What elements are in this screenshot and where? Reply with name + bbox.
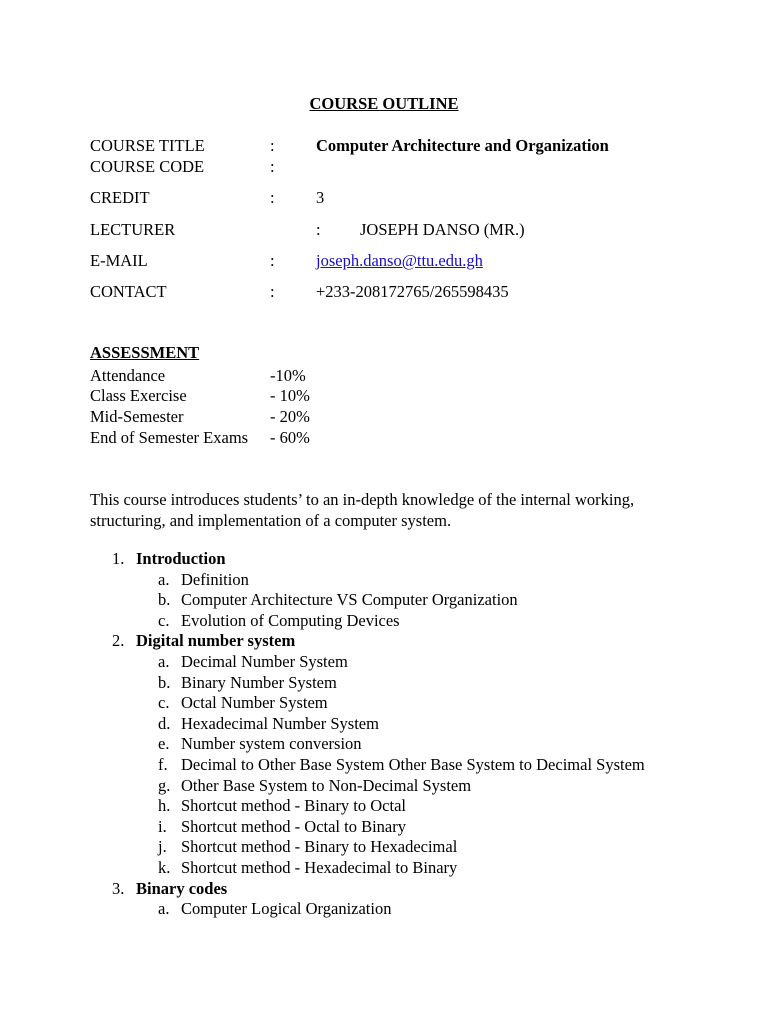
course-title-value: Computer Architecture and Organization [316,136,609,155]
assessment-name: End of Semester Exams [90,428,249,447]
list-item-letter: h. [158,796,171,816]
list-item-letter: a. [158,651,170,671]
lecturer-row [90,219,710,240]
email-colon: : [270,251,275,270]
assessment-row [90,427,490,448]
section-heading [0,631,768,652]
lecturer-colon: : [316,220,321,239]
course-outline-list [0,549,768,920]
contact-value: +233-208172765/265598435 [316,282,509,301]
list-item-letter: c. [158,693,170,713]
assessment-row [90,365,490,386]
list-item-letter: j. [158,837,167,857]
list-item-letter: b. [158,672,171,692]
credit-colon: : [270,188,275,207]
list-item-text: Shortcut method - Hexadecimal to Binary [181,857,458,877]
list-item-letter: d. [158,713,171,733]
list-item-letter: f. [158,754,168,774]
assessment-heading: ASSESSMENT [90,343,200,362]
list-item [0,590,768,611]
list-item-text: Octal Number System [181,693,328,713]
list-item [0,776,768,797]
assessment-row [90,406,490,427]
course-title-label: COURSE TITLE [90,136,205,155]
list-item-letter: a. [158,899,170,919]
course-description: This course introduces students’ to an in-depth knowledge of the internal working, structuring, and implementation of a computer system. [90,490,635,530]
credit-value: 3 [316,188,325,207]
list-item [0,714,768,735]
assessment-row [90,385,490,406]
email-link[interactable]: joseph.danso@ttu.edu.gh [316,251,483,270]
list-item [0,755,768,776]
list-item-text: Binary Number System [181,672,337,692]
list-item-text: Computer Architecture VS Computer Organization [181,590,518,610]
section-heading [0,879,768,900]
section-number: 1. [112,549,125,568]
list-item [0,858,768,879]
list-item-text: Decimal Number System [181,651,348,671]
list-item-text: Shortcut method - Octal to Binary [181,816,406,836]
section-title: Digital number system [136,631,296,651]
section-title: Introduction [136,549,226,568]
list-item-text: Hexadecimal Number System [181,713,379,733]
assessment-name: Mid-Semester [90,407,184,426]
list-item-text: Definition [181,569,249,589]
list-item-letter: c. [158,610,170,630]
lecturer-value: JOSEPH DANSO (MR.) [360,220,525,239]
page-title: COURSE OUTLINE [309,94,459,113]
assessment-weight: - 60% [270,428,310,447]
assessment-weight: - 20% [270,407,310,426]
lecturer-label: LECTURER [90,220,176,239]
credit-label: CREDIT [90,188,150,207]
email-label: E-MAIL [90,251,148,270]
email-row [90,250,710,271]
section-title: Binary codes [136,878,228,898]
list-item-letter: e. [158,734,170,754]
list-item [0,570,768,591]
list-item-text: Shortcut method - Binary to Octal [181,796,406,816]
course-code-colon: : [270,157,275,176]
list-item [0,652,768,673]
list-item-text: Shortcut method - Binary to Hexadecimal [181,837,458,857]
course-title-colon: : [270,136,275,155]
course-code-row [90,156,710,177]
contact-colon: : [270,282,275,301]
list-item [0,611,768,632]
section-number: 2. [112,631,125,651]
list-item-letter: k. [158,857,171,877]
assessment-name: Class Exercise [90,386,187,405]
list-item-letter: b. [158,590,171,610]
list-item-letter: a. [158,569,170,589]
contact-label: CONTACT [90,282,167,301]
list-item-letter: g. [158,775,171,795]
list-item-text: Other Base System to Non-Decimal System [181,775,472,795]
course-code-label: COURSE CODE [90,157,205,176]
list-item [0,734,768,755]
list-item-text: Evolution of Computing Devices [181,610,400,630]
list-item [0,899,768,920]
list-item-text: Number system conversion [181,734,362,754]
assessment-weight: -10% [270,366,306,385]
contact-row [90,281,710,302]
list-item [0,796,768,817]
list-item-text: Decimal to Other Base System Other Base System to Decimal System [181,754,645,774]
list-item [0,673,768,694]
assessment-name: Attendance [90,366,166,385]
course-title-row [90,135,710,156]
list-item-letter: i. [158,816,167,836]
list-item [0,693,768,714]
list-item-text: Computer Logical Organization [181,899,392,919]
credit-row [90,187,710,208]
list-item [0,837,768,858]
section-number: 3. [112,878,125,898]
list-item [0,817,768,838]
section-heading [0,549,768,570]
assessment-weight: - 10% [270,386,310,405]
